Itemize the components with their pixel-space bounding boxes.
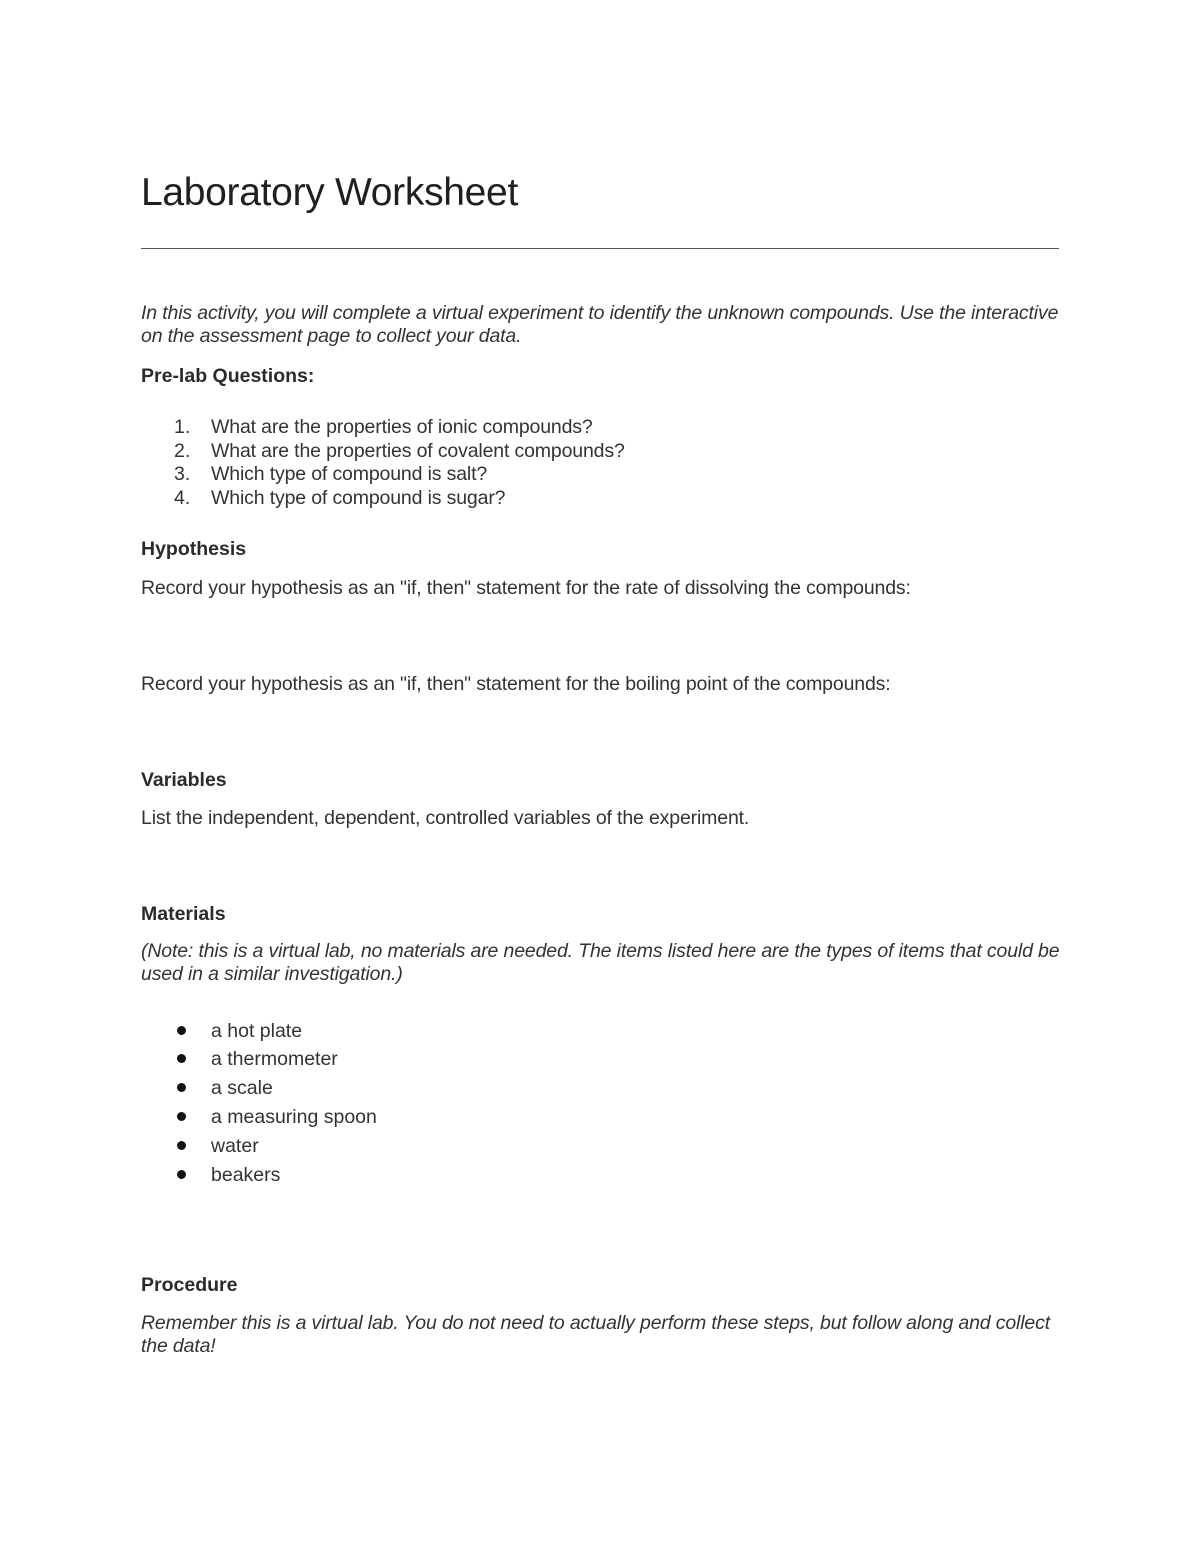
question-text: What are the properties of covalent compounds? (211, 440, 625, 462)
question-text: Which type of compound is salt? (211, 463, 488, 485)
hypothesis-heading: Hypothesis (141, 538, 247, 560)
prelab-heading: Pre-lab Questions: (141, 365, 315, 387)
bullet-icon (177, 1112, 186, 1121)
hypothesis-prompt-boiling: Record your hypothesis as an "if, then" statement for the boiling point of the compounds: (141, 673, 891, 695)
page-title: Laboratory Worksheet (141, 171, 518, 214)
title-divider (141, 248, 1059, 249)
question-number: 1. (174, 416, 191, 438)
hypothesis-prompt-dissolving: Record your hypothesis as an "if, then" statement for the rate of dissolving the compounds: (141, 577, 911, 599)
bullet-icon (177, 1054, 186, 1063)
question-number: 4. (174, 487, 191, 509)
question-number: 2. (174, 440, 191, 462)
materials-note: (Note: this is a virtual lab, no materials are needed. The items listed here are the types of items that could be used in a similar investigation.) (141, 940, 1060, 985)
list-item-text: beakers (211, 1164, 281, 1186)
materials-heading: Materials (141, 903, 226, 925)
procedure-note: Remember this is a virtual lab. You do not need to actually perform these steps, but follow along and collect the data! (141, 1312, 1050, 1357)
list-item-text: a hot plate (211, 1020, 303, 1042)
question-text: Which type of compound is sugar? (211, 487, 506, 509)
bullet-icon (177, 1083, 186, 1092)
procedure-heading: Procedure (141, 1274, 238, 1296)
variables-heading: Variables (141, 769, 227, 791)
bullet-icon (177, 1026, 186, 1035)
list-item-text: a scale (211, 1077, 273, 1099)
question-text: What are the properties of ionic compounds? (211, 416, 593, 438)
variables-prompt: List the independent, dependent, controlled variables of the experiment. (141, 807, 750, 829)
intro-text: In this activity, you will complete a virtual experiment to identify the unknown compounds. Use the interactive on the assessment page to collect your data. (141, 302, 1059, 347)
bullet-icon (177, 1170, 186, 1179)
list-item-text: a thermometer (211, 1048, 338, 1070)
question-number: 3. (174, 463, 191, 485)
bullet-icon (177, 1141, 186, 1150)
list-item-text: a measuring spoon (211, 1106, 377, 1128)
list-item-text: water (211, 1135, 259, 1157)
